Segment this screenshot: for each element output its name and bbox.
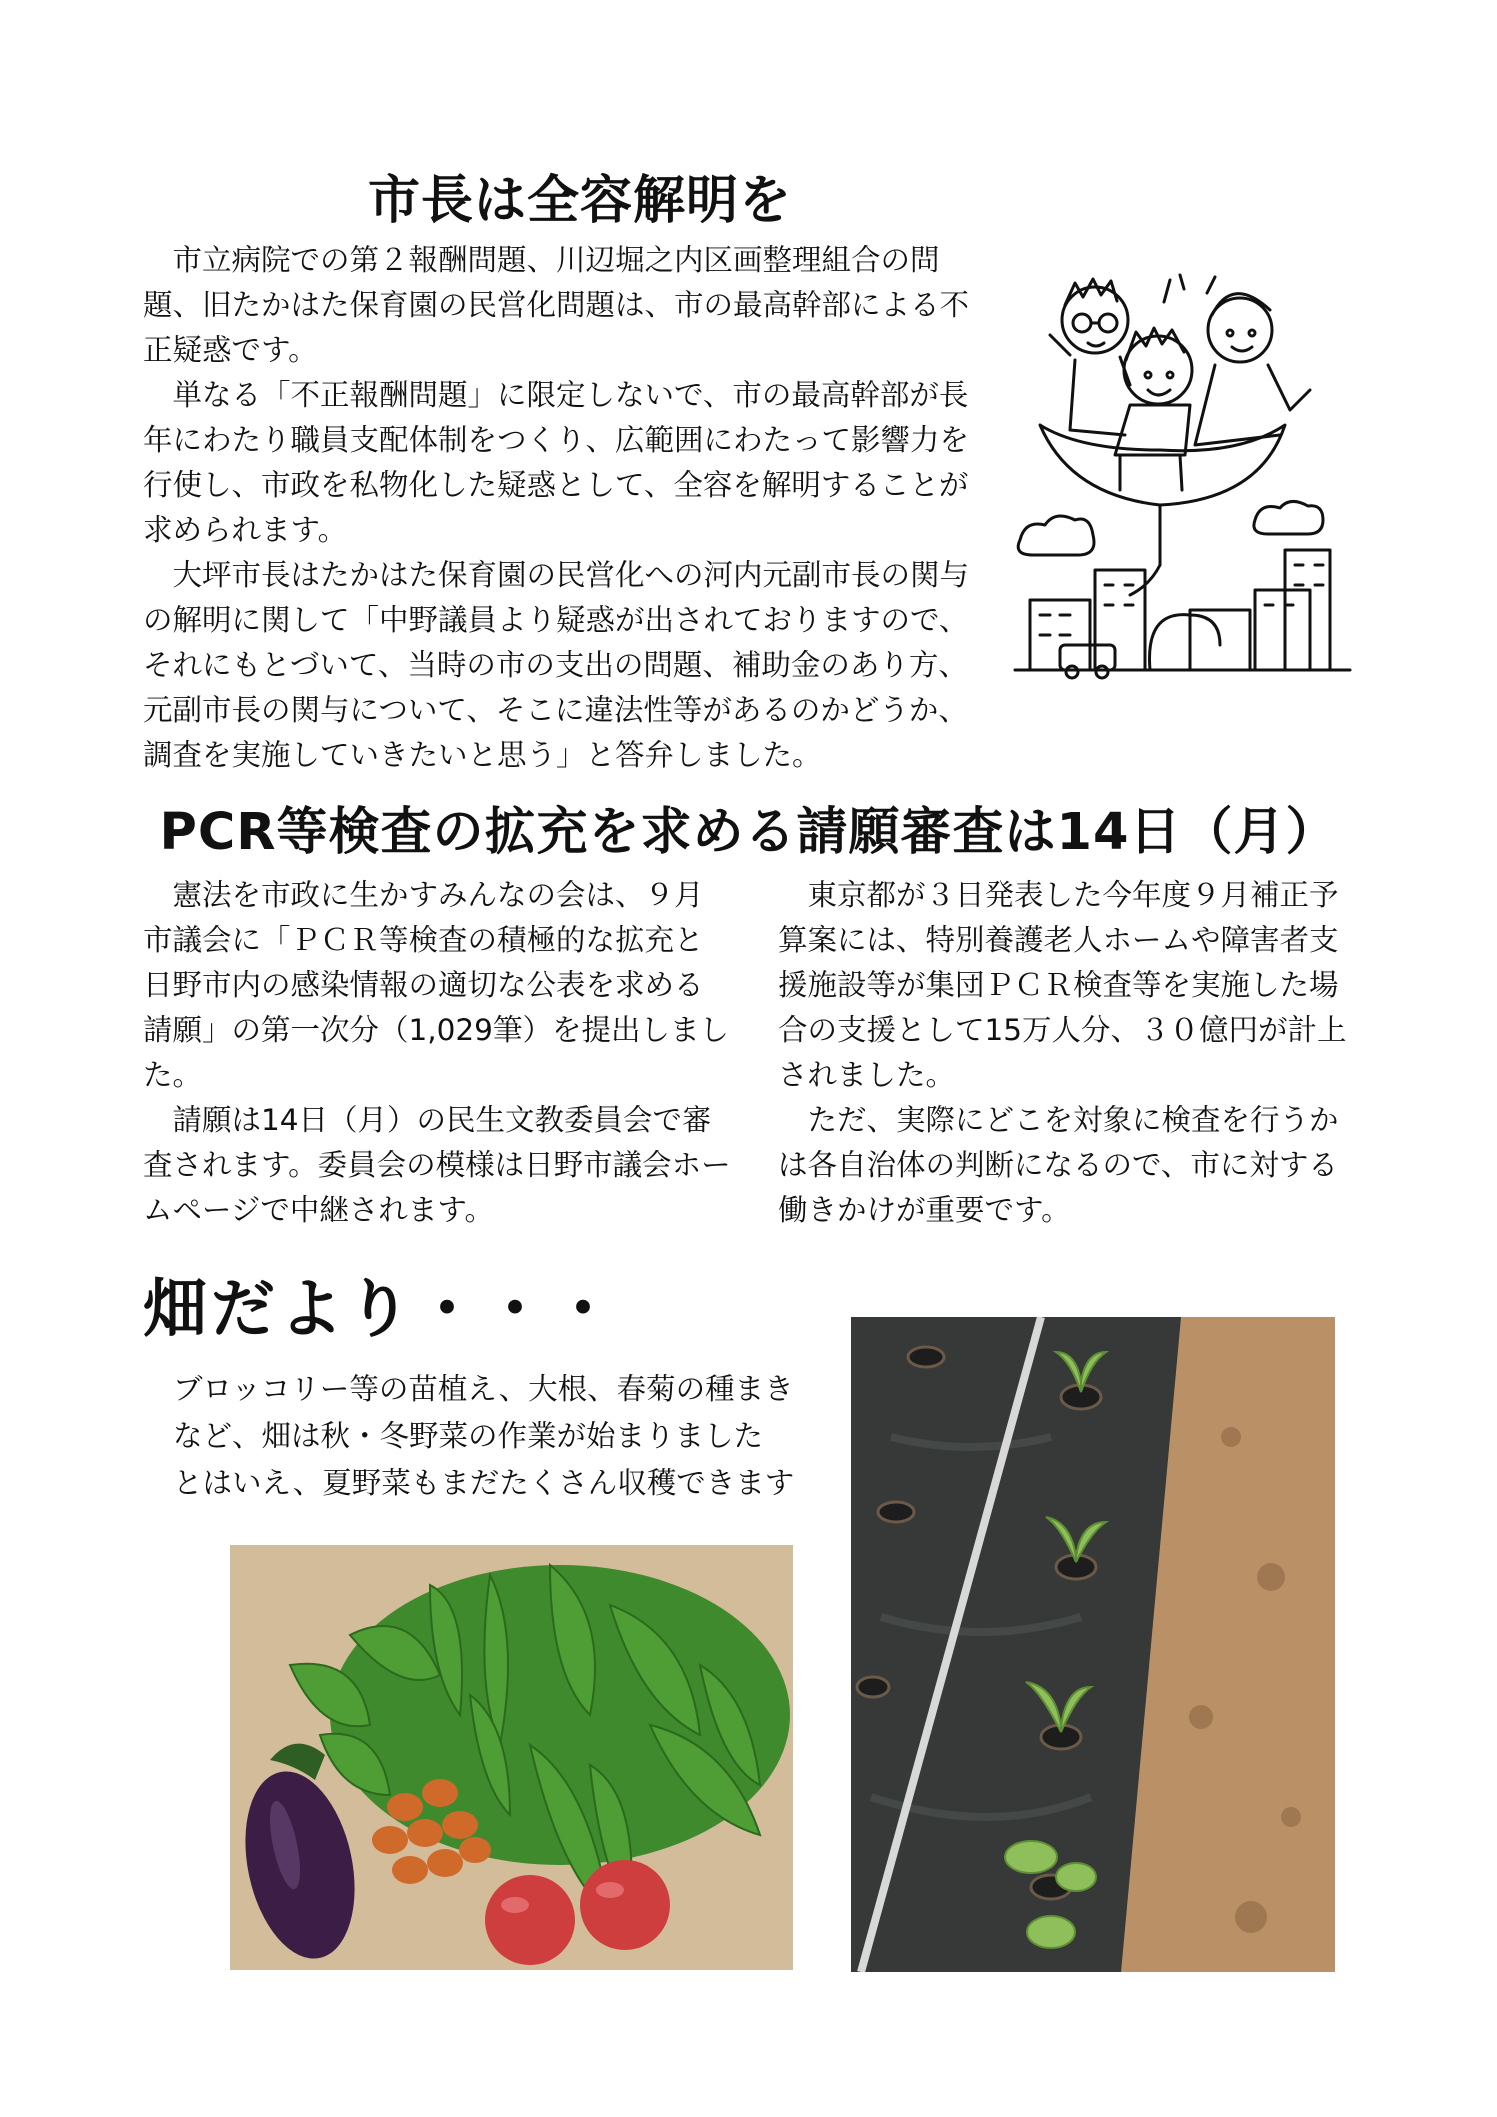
field-photo	[851, 1317, 1335, 1972]
section2-left-paragraph-2: 請願は14日（月）の民生文教委員会で審査されます。委員会の模様は日野市議会ホームページで中継されます。	[143, 1103, 731, 1227]
section2-title: PCR等検査の拡充を求める請願審査は14日（月）	[159, 803, 1338, 862]
section2-right-column	[778, 873, 1362, 1233]
section2-left-paragraph-1: 憲法を市政に生かすみんなの会は、９月市議会に「ＰＣＲ等検査の積極的な拡充と日野市内の感染情報の適切な公表を求める請願」の第一次分（1,029筆）を提出しました。	[143, 878, 729, 1092]
section3-body	[173, 1366, 833, 1507]
section2-left-column	[143, 873, 731, 1233]
section1-paragraph-1: 市立病院での第２報酬問題、川辺堀之内区画整理組合の問題、旧たかはた保育園の民営化問題は、市の最高幹部による不正疑惑です。	[143, 243, 970, 367]
section3-line-1: ブロッコリー等の苗植え、大根、春菊の種まき	[173, 1372, 794, 1406]
section1-paragraph-3: 大坪市長はたかはた保育園の民営化への河内元副市長の関与の解明に関して「中野議員より疑惑が出されておりますので、それにもとづいて、当時の市の支出の問題、補助金のあり方、元副市長の関与について、そこに違法性等があるのかどうか、調査を実施していきたいと思う」と答弁しました。	[143, 558, 970, 772]
section1-paragraph-2: 単なる「不正報酬問題」に限定しないで、市の最高幹部が長年にわたり職員支配体制をつくり、広範囲にわたって影響力を行使し、市政を私物化した疑惑として、全容を解明することが求められます。	[143, 378, 970, 547]
section3-line-2: など、畑は秋・冬野菜の作業が始まりました	[173, 1419, 764, 1453]
section3-line-3: とはいえ、夏野菜もまだたくさん収穫できます	[173, 1466, 795, 1500]
vegetables-photo	[230, 1545, 793, 1970]
section1-body	[143, 238, 993, 778]
section1-title: 市長は全容解明を	[367, 171, 792, 231]
section2-right-paragraph-2: ただ、実際にどこを対象に検査を行うかは各自治体の判断になるので、市に対する働きかけが重要です。	[778, 1103, 1339, 1227]
cartoon-illustration	[1010, 265, 1355, 685]
section3-title: 畑だより・・・	[143, 1273, 619, 1347]
section2-right-paragraph-1: 東京都が３日発表した今年度９月補正予算案には、特別養護老人ホームや障害者支援施設等が集団ＰＣＲ検査等を実施した場合の支援として15万人分、３０億円が計上されました。	[778, 878, 1347, 1092]
